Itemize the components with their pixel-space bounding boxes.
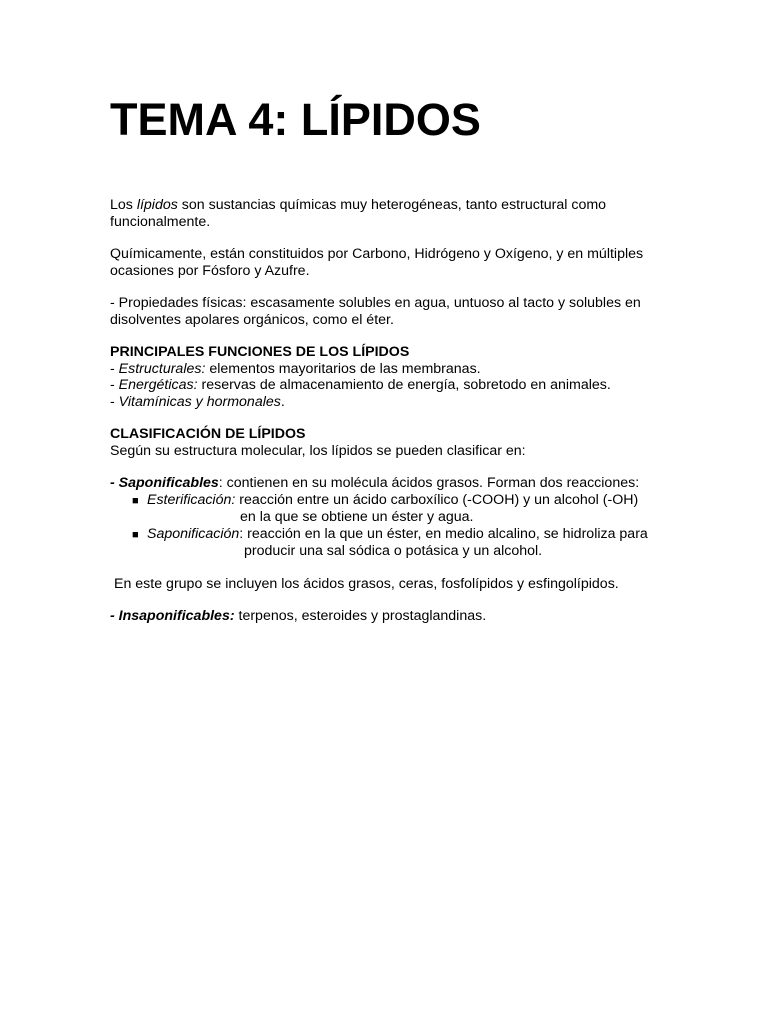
- funciones-item: - Vitamínicas y hormonales.: [110, 393, 285, 410]
- funciones-item-label: Vitamínicas y hormonales: [118, 393, 281, 410]
- propiedades-text: disolventes apolares orgánicos, como el éter.: [110, 311, 394, 328]
- clasificacion-intro: Según su estructura molecular, los lípidos se pueden clasificar en:: [110, 442, 526, 459]
- insaponificables-label: - Insaponificables:: [110, 608, 235, 624]
- funciones-heading: PRINCIPALES FUNCIONES DE LOS LÍPIDOS: [110, 344, 410, 360]
- funciones-item: - Estructurales: elementos mayoritarios de las membranas.: [110, 360, 481, 377]
- reaction-item: [110, 526, 670, 544]
- reaction-text: reacción entre un ácido carboxílico (-COOH) y un alcohol (-OH): [235, 491, 639, 508]
- page-title: TEMA 4: LÍPIDOS: [110, 94, 481, 145]
- reaction-continuation: producir una sal sódica o potásica y un alcohol.: [244, 543, 543, 559]
- insaponificables-line: [110, 608, 670, 625]
- saponificables-text: : contienen en su molécula ácidos grasos. Forman dos reacciones:: [218, 475, 640, 491]
- document-body: [110, 197, 670, 625]
- funciones-item-label: Energéticas:: [118, 377, 198, 393]
- reaction-text: : reacción en la que un éster, en medio alcalino, se hidroliza para: [239, 525, 648, 542]
- funciones-item-label: Estructurales:: [118, 360, 206, 377]
- reaction-label: Esterificación:: [147, 491, 236, 508]
- intro-text: Químicamente, están constituidos por Carbono, Hidrógeno y Oxígeno, y en múltiples: [110, 246, 644, 262]
- intro-text: funcionalmente.: [110, 213, 211, 230]
- reaction-label: Saponificación: [147, 525, 240, 542]
- intro-text: Los: [110, 197, 137, 213]
- intro-paragraph-2: [110, 246, 670, 279]
- funciones-item: - Energéticas: reservas de almacenamiento de energía, sobretodo en animales.: [110, 377, 611, 393]
- funciones-item-text: elementos mayoritarios de las membranas.: [205, 360, 481, 377]
- intro-text: son sustancias químicas muy heterogéneas, tanto estructural como: [177, 197, 607, 213]
- propiedades-text: - Propiedades físicas: escasamente solubles en agua, untuoso al tacto y solubles en: [110, 295, 641, 311]
- intro-term: lípidos: [136, 197, 178, 213]
- insaponificables-text: terpenos, esteroides y prostaglandinas.: [234, 608, 487, 624]
- intro-paragraph-1: [110, 197, 670, 230]
- clasificacion-heading: CLASIFICACIÓN DE LÍPIDOS: [110, 426, 306, 442]
- square-bullet-icon: ■: [132, 528, 139, 541]
- grupo-paragraph: En este grupo se incluyen los ácidos grasos, ceras, fosfolípidos y esfingolípidos.: [114, 575, 619, 592]
- saponificables-label: - Saponificables: [110, 475, 219, 491]
- square-bullet-icon: ■: [132, 494, 139, 507]
- intro-text: ocasiones por Fósforo y Azufre.: [110, 262, 310, 279]
- funciones-item-text: .: [280, 393, 285, 410]
- reaction-continuation: en la que se obtiene un éster y agua.: [240, 509, 474, 525]
- propiedades-paragraph: [110, 295, 670, 328]
- reaction-item: [110, 492, 670, 510]
- saponificables-line: [110, 475, 670, 492]
- funciones-item-text: reservas de almacenamiento de energía, sobretodo en animales.: [197, 377, 611, 393]
